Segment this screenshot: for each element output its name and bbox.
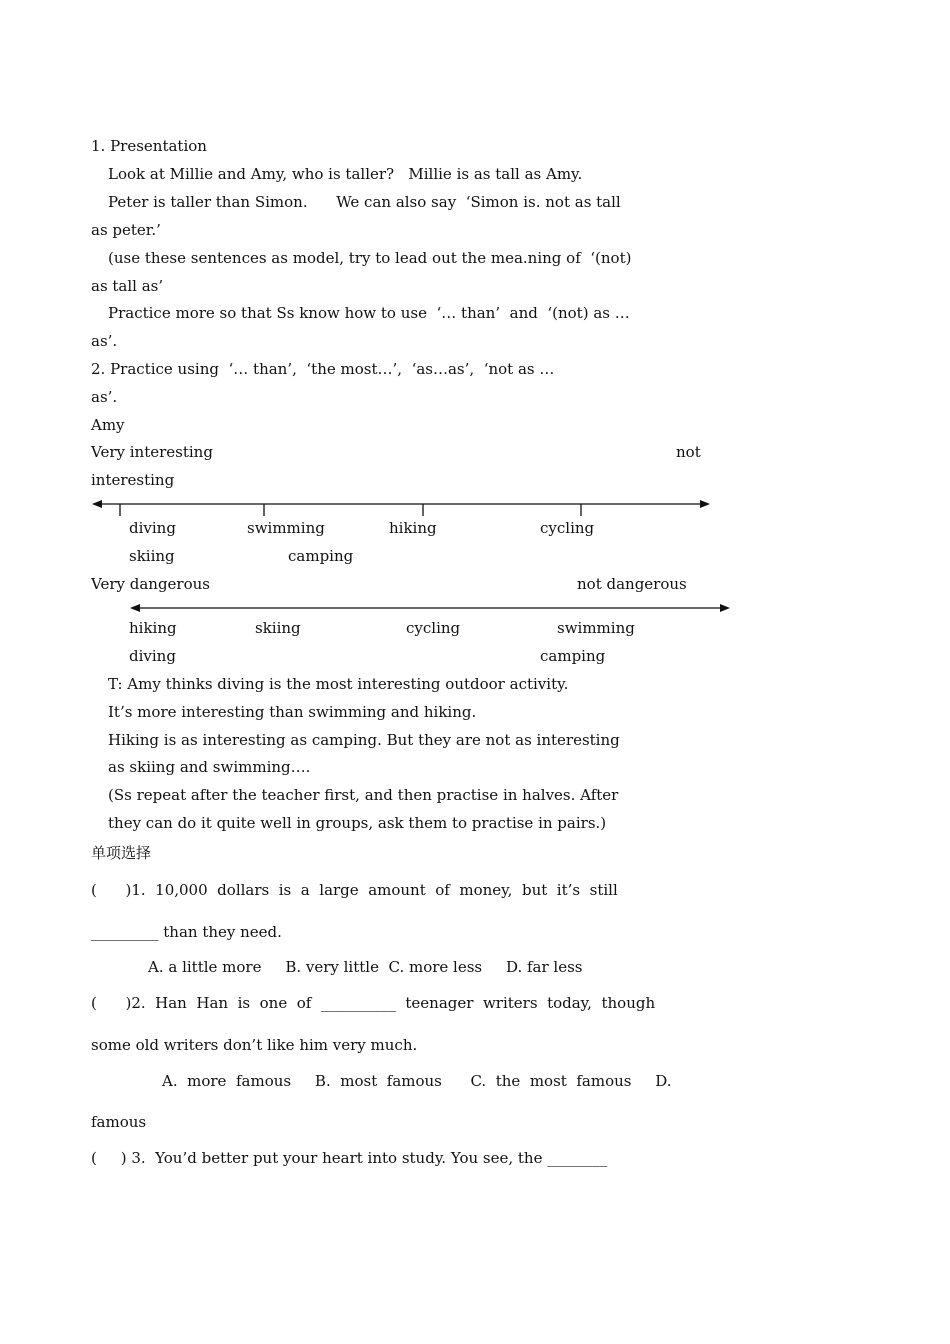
question-1: ( )1. 10,000 dollars is a large amount of money, but it’s still <box>91 881 618 899</box>
question-1-options: A. a little more B. very little C. more less D. far less <box>148 958 583 976</box>
interest-scale-right-label: not <box>676 443 701 461</box>
teacher-line: (Ss repeat after the teacher first, and then practise in halves. After <box>108 786 619 804</box>
presentation-line: as tall as’ <box>91 277 164 295</box>
activity-label: cycling <box>540 519 595 537</box>
activity-label: hiking <box>129 619 177 637</box>
teacher-line: they can do it quite well in groups, ask them to practise in pairs.) <box>108 814 607 832</box>
presentation-line: as’. <box>91 332 118 350</box>
danger-scale-left-label: Very dangerous <box>91 575 210 593</box>
teacher-line: as skiing and swimming…. <box>108 758 311 776</box>
activity-label: camping <box>288 547 354 565</box>
question-2-continued: some old writers don’t like him very much. <box>91 1036 418 1054</box>
danger-scale-right-label: not dangerous <box>577 575 687 593</box>
activity-label: swimming <box>557 619 635 637</box>
presentation-line: as peter.’ <box>91 221 161 239</box>
question-2-continued: famous <box>91 1113 147 1131</box>
activity-label: camping <box>540 647 606 665</box>
activity-label: skiing <box>255 619 301 637</box>
teacher-line: Hiking is as interesting as camping. But they are not as interesting <box>108 731 620 749</box>
presentation-line: Peter is taller than Simon. We can also say ‘Simon is. not as tall <box>108 193 621 211</box>
presentation-line: Look at Millie and Amy, who is taller? Millie is as tall as Amy. <box>108 165 583 183</box>
activity-label: diving <box>129 647 176 665</box>
activity-label: cycling <box>406 619 461 637</box>
teacher-line: It’s more interesting than swimming and hiking. <box>108 703 477 721</box>
activity-label: diving <box>129 519 176 537</box>
activity-label: skiing <box>129 547 175 565</box>
interest-scale-left-label: Very interesting <box>91 443 213 461</box>
student-name: Amy <box>91 416 125 434</box>
teacher-line: T: Amy thinks diving is the most interesting outdoor activity. <box>108 675 569 693</box>
question-2-options: A. more famous B. most famous C. the most famous D. <box>162 1072 672 1090</box>
question-3: ( ) 3. You’d better put your heart into study. You see, the ________ <box>91 1149 608 1167</box>
interest-scale-right-label: interesting <box>91 471 175 489</box>
exercise-title: 单项选择 <box>91 844 152 862</box>
question-1-continued: _________ than they need. <box>91 923 282 941</box>
presentation-heading: 1. Presentation <box>91 137 207 155</box>
practice-heading: 2. Practice using ‘… than’, ‘the most…’, ‘as…as’, ‘not as … <box>91 360 555 378</box>
question-2: ( )2. Han Han is one of __________ teenager writers today, though <box>91 994 656 1012</box>
practice-heading: as’. <box>91 388 118 406</box>
activity-label: hiking <box>389 519 437 537</box>
activity-label: swimming <box>247 519 325 537</box>
presentation-line: (use these sentences as model, try to lead out the mea.ning of ‘(not) <box>108 249 632 267</box>
presentation-line: Practice more so that Ss know how to use ‘… than’ and ‘(not) as … <box>108 304 630 322</box>
